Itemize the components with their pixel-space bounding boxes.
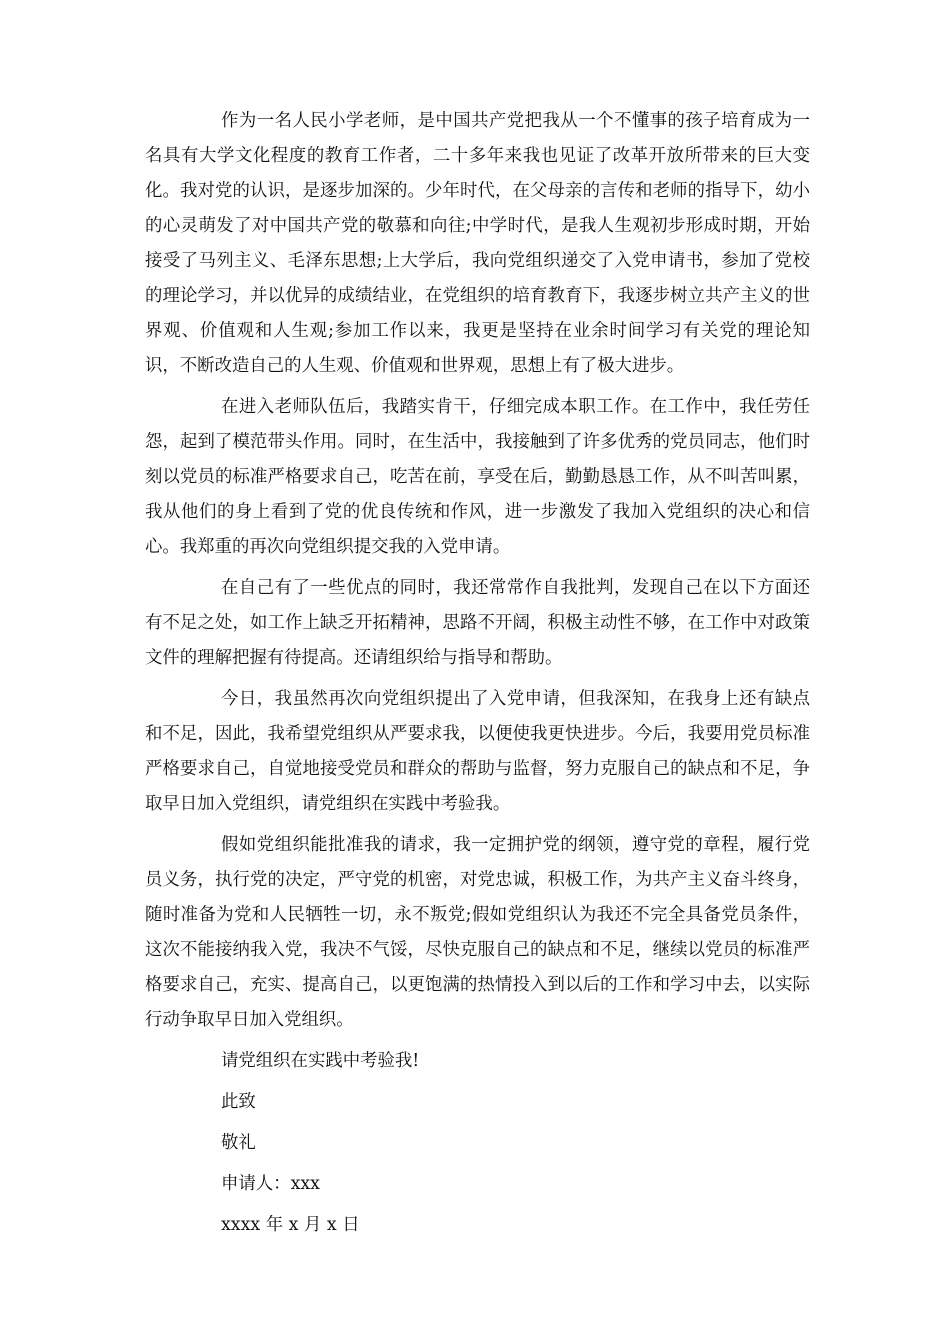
date-line: xxxx 年 x 月 x 日 xyxy=(221,1215,360,1235)
closing-request: 请党组织在实践中考验我! xyxy=(221,1051,420,1071)
body-paragraph-2: 在进入老师队伍后，我踏实肯干，仔细完成本职工作。在工作中，我任劳任怨，起到了模范带头作用。同时，在生活中，我接触到了许多优秀的党员同志，他们时刻以党员的标准严格要求自己，吃苦在前，享受在后，勤勤恳恳工作，从不叫苦叫累，我从他们的身上看到了党的优良传统和作风，进一步激发了我加入党组织的决心和信心。我郑重的再次向党组织提交我的入党申请。 xyxy=(145,397,810,557)
body-paragraph-1: 作为一名人民小学老师，是中国共产党把我从一个不懂事的孩子培育成为一名具有大学文化程度的教育工作者，二十多年来我也见证了改革开放所带来的巨大变化。我对党的认识，是逐步加深的。少年时代，在父母亲的言传和老师的指导下，幼小的心灵萌发了对中国共产党的敬慕和向往;中学时代，是我人生观初步形成时期，开始接受了马列主义、毛泽东思想;上大学后，我向党组织递交了入党申请书，参加了党校的理论学习，并以优异的成绩结业，在党组织的培育教育下，我逐步树立共产主义的世界观、价值观和人生观;参加工作以来，我更是坚持在业余时间学习有关党的理论知识，不断改造自己的人生观、价值观和世界观，思想上有了极大进步。 xyxy=(145,111,810,376)
closing-salutation-1: 此致 xyxy=(221,1092,256,1112)
closing-salutation-2: 敬礼 xyxy=(221,1133,256,1153)
document-page xyxy=(145,104,810,1249)
applicant-signature: 申请人：xxx xyxy=(221,1174,320,1194)
body-paragraph-5: 假如党组织能批准我的请求，我一定拥护党的纲领，遵守党的章程，履行党员义务，执行党的决定，严守党的机密，对党忠诚，积极工作，为共产主义奋斗终身，随时准备为党和人民牺牲一切，永不叛党;假如党组织认为我还不完全具备党员条件，这次不能接纳我入党，我决不气馁，尽快克服自己的缺点和不足，继续以党员的标准严格要求自己，充实、提高自己，以更饱满的热情投入到以后的工作和学习中去，以实际行动争取早日加入党组织。 xyxy=(145,835,810,1030)
body-paragraph-4: 今日，我虽然再次向党组织提出了入党申请，但我深知，在我身上还有缺点和不足，因此，我希望党组织从严要求我，以便使我更快进步。今后，我要用党员标准严格要求自己，自觉地接受党员和群众的帮助与监督，努力克服自己的缺点和不足，争取早日加入党组织，请党组织在实践中考验我。 xyxy=(145,689,810,814)
body-paragraph-3: 在自己有了一些优点的同时，我还常常作自我批判，发现自己在以下方面还有不足之处，如工作上缺乏开拓精神，思路不开阔，积极主动性不够，在工作中对政策文件的理解把握有待提高。还请组织给与指导和帮助。 xyxy=(145,578,810,668)
